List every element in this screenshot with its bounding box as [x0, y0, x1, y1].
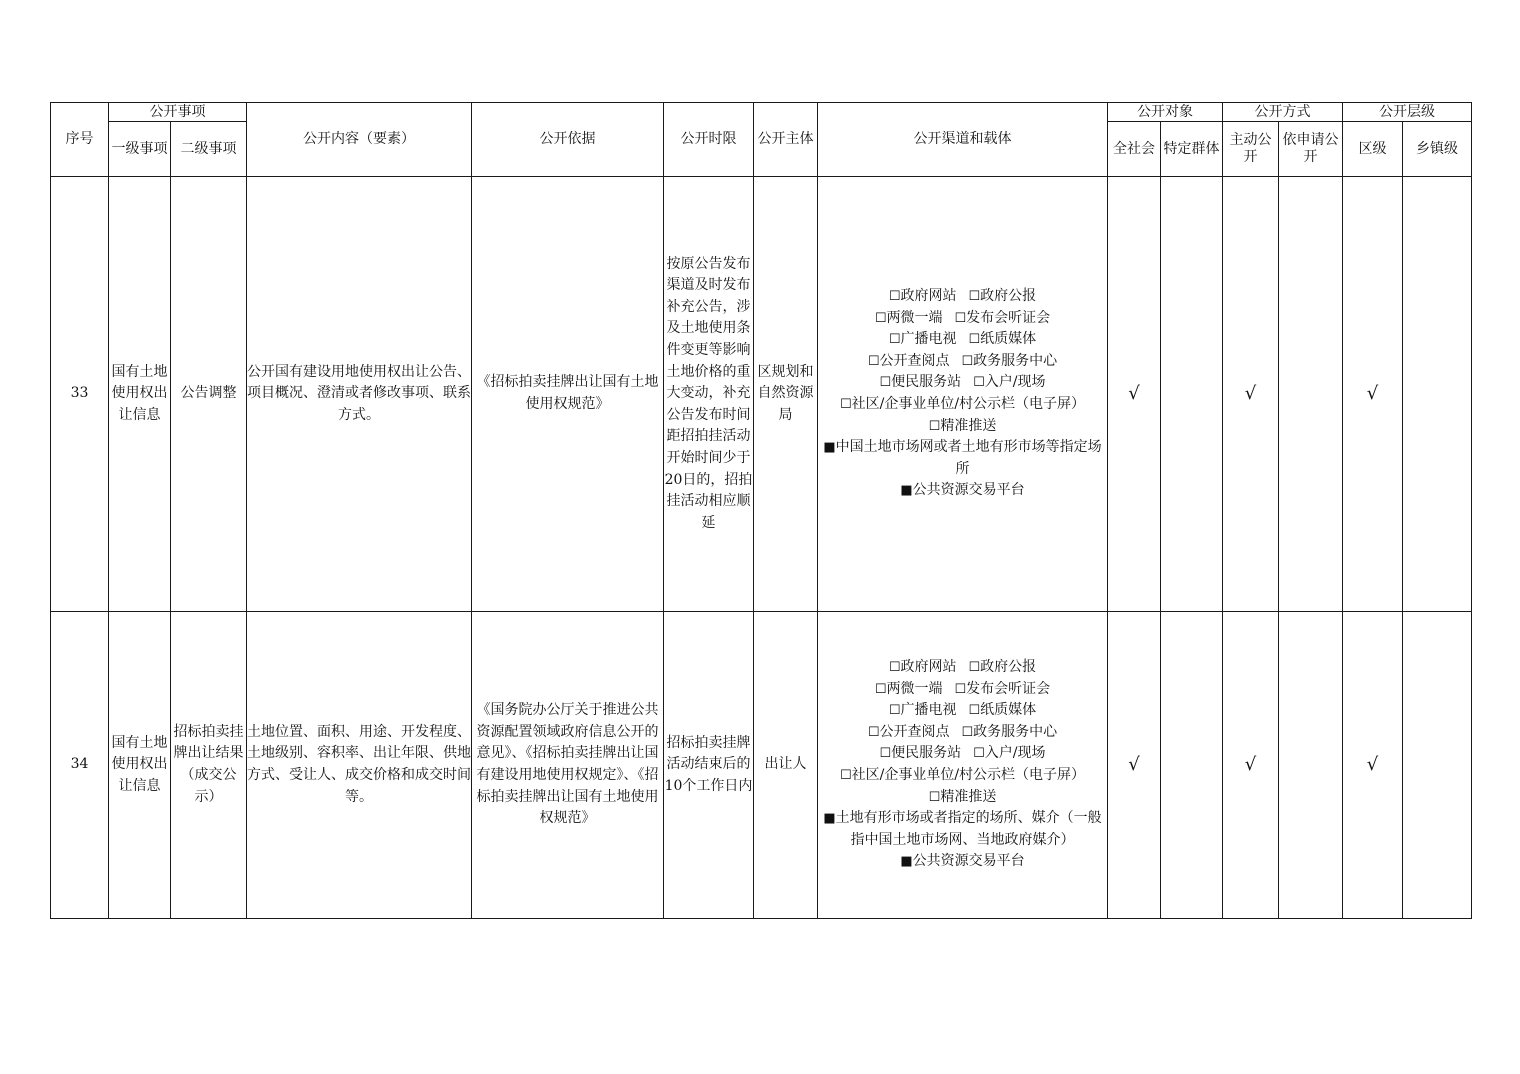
checkbox-empty-icon: ☐: [867, 724, 880, 740]
header-level-district: 区级: [1343, 122, 1403, 177]
channel-line: [818, 480, 1107, 502]
header-subject: 公开主体: [754, 103, 818, 177]
channel-line: [818, 657, 1107, 679]
channel-service-center: 政务服务中心: [973, 723, 1058, 740]
row-level2: 招标拍卖挂牌出让结果（成交公示）: [171, 612, 247, 919]
row-level2: 公告调整: [171, 177, 247, 612]
channel-tv: 广播电视: [900, 331, 957, 348]
channel-convenience: 便民服务站: [891, 374, 962, 391]
table-row: [51, 612, 1472, 919]
header-group-object: 公开对象: [1108, 103, 1223, 122]
channel-market: 中国土地市场网或者土地有形市场等指定场所: [835, 439, 1102, 477]
checkbox-empty-icon: ☐: [968, 660, 981, 676]
channel-hearing: 发布会听证会: [966, 680, 1051, 697]
channel-reading: 公开查阅点: [879, 352, 950, 369]
channel-board: 社区/企事业单位/村公示栏（电子屏）: [851, 396, 1086, 412]
row-method-apply: [1279, 177, 1343, 612]
header-level2: 二级事项: [171, 122, 247, 177]
row-content: 公开国有建设用地使用权出让公告、项目概况、澄清或者修改事项、联系方式。: [247, 177, 472, 612]
header-object-all: 全社会: [1108, 122, 1161, 177]
row-basis: 《招标拍卖挂牌出让国有土地使用权规范》: [472, 177, 664, 612]
checkbox-empty-icon: ☐: [928, 789, 941, 805]
channel-line: [818, 679, 1107, 701]
channel-line: [818, 743, 1107, 765]
disclosure-table: [50, 102, 1472, 919]
row-subject: 出让人: [754, 612, 818, 919]
channel-platform: 公共资源交易平台: [912, 853, 1025, 870]
row-method-apply: [1279, 612, 1343, 919]
channel-line: [818, 286, 1107, 308]
row-time-limit: 按原公告发布渠道及时发布补充公告，涉及土地使用条件变更等影响土地价格的重大变动，补充公告发布时间距招拍挂活动开始时间少于20日的，招拍挂活动相应顺延: [664, 177, 754, 612]
row-object-specific: [1161, 612, 1223, 919]
row-seq: 33: [51, 177, 109, 612]
row-time-limit: 招标拍卖挂牌活动结束后的10个工作日内: [664, 612, 754, 919]
checkbox-empty-icon: ☐: [839, 397, 852, 412]
row-channels: [818, 177, 1108, 612]
row-basis: 《国务院办公厅关于推进公共资源配置领域政府信息公开的意见》、《招标拍卖挂牌出让国有建设用地使用权规定》、《招标拍卖挂牌出让国有土地使用权规范》: [472, 612, 664, 919]
row-level-district: √: [1343, 177, 1403, 612]
channel-website: 政府网站: [900, 288, 957, 305]
checkbox-empty-icon: ☐: [973, 375, 985, 391]
row-subject: 区规划和自然资源局: [754, 177, 818, 612]
checkbox-empty-icon: ☐: [961, 353, 974, 369]
header-method-active: 主动公开: [1223, 122, 1279, 177]
channel-tv: 广播电视: [900, 702, 957, 719]
checkbox-filled-icon: ■: [823, 811, 836, 827]
channel-weibo: 两微一端: [886, 680, 943, 697]
channel-service-center: 政务服务中心: [973, 352, 1058, 369]
header-group-level: 公开层级: [1343, 103, 1472, 122]
channel-paper: 纸质媒体: [980, 331, 1037, 348]
channel-line: [818, 851, 1107, 873]
row-level-district: √: [1343, 612, 1403, 919]
channel-door: 入户/现场: [984, 745, 1046, 762]
row-level-town: [1403, 612, 1472, 919]
header-group-method: 公开方式: [1223, 103, 1343, 122]
channel-line: [818, 372, 1107, 394]
header-group-items: 公开事项: [109, 103, 247, 122]
channel-line: [818, 722, 1107, 744]
row-channels: [818, 612, 1108, 919]
channel-hearing: 发布会听证会: [966, 309, 1051, 326]
checkbox-empty-icon: ☐: [874, 681, 887, 697]
row-method-active: √: [1223, 177, 1279, 612]
row-content: 土地位置、面积、用途、开发程度、土地级别、容积率、出让年限、供地方式、受让人、成交价格和成交时间等。: [247, 612, 472, 919]
channel-line: [818, 787, 1107, 809]
channel-convenience: 便民服务站: [891, 745, 962, 762]
checkbox-empty-icon: ☐: [888, 660, 901, 676]
header-level1: 一级事项: [109, 122, 171, 177]
checkbox-empty-icon: ☐: [874, 310, 887, 326]
channel-precise: 精准推送: [940, 417, 997, 434]
row-method-active: √: [1223, 612, 1279, 919]
channel-line: [818, 437, 1107, 480]
channel-market: 土地有形市场或者指定的场所、媒介（一般指中国土地市场网、当地政府媒介）: [835, 810, 1102, 848]
checkbox-empty-icon: ☐: [961, 724, 974, 740]
row-object-specific: [1161, 177, 1223, 612]
header-object-specific: 特定群体: [1161, 122, 1223, 177]
channel-gazette: 政府公报: [980, 288, 1037, 305]
row-object-all: √: [1108, 177, 1161, 612]
checkbox-empty-icon: ☐: [879, 746, 892, 762]
row-seq: 34: [51, 612, 109, 919]
channel-line: [818, 394, 1107, 416]
checkbox-empty-icon: ☐: [968, 289, 981, 305]
channel-door: 入户/现场: [984, 374, 1046, 391]
checkbox-empty-icon: ☐: [973, 746, 985, 762]
header-seq: 序号: [51, 103, 109, 177]
checkbox-empty-icon: ☐: [954, 310, 967, 326]
header-level-town: 乡镇级: [1403, 122, 1472, 177]
checkbox-filled-icon: ■: [823, 440, 836, 456]
checkbox-empty-icon: ☐: [867, 353, 880, 369]
channel-board: 社区/企事业单位/村公示栏（电子屏）: [851, 767, 1086, 783]
channel-reading: 公开查阅点: [879, 723, 950, 740]
checkbox-empty-icon: ☐: [888, 332, 901, 348]
checkbox-empty-icon: ☐: [954, 681, 967, 697]
channel-platform: 公共资源交易平台: [912, 482, 1025, 499]
header-method-apply: 依申请公开: [1279, 122, 1343, 177]
channel-paper: 纸质媒体: [980, 702, 1037, 719]
channel-precise: 精准推送: [940, 788, 997, 805]
checkbox-filled-icon: ■: [900, 483, 913, 499]
checkbox-empty-icon: ☐: [968, 332, 981, 348]
checkbox-filled-icon: ■: [900, 854, 913, 870]
table-row: [51, 177, 1472, 612]
channel-line: [818, 700, 1107, 722]
header-channels: 公开渠道和载体: [818, 103, 1108, 177]
header-basis: 公开依据: [472, 103, 664, 177]
row-level-town: [1403, 177, 1472, 612]
channel-line: [818, 808, 1107, 851]
checkbox-empty-icon: ☐: [888, 703, 901, 719]
channel-gazette: 政府公报: [980, 659, 1037, 676]
checkbox-empty-icon: ☐: [888, 289, 901, 305]
channel-weibo: 两微一端: [886, 309, 943, 326]
header-time-limit: 公开时限: [664, 103, 754, 177]
checkbox-empty-icon: ☐: [879, 375, 892, 391]
row-level1: 国有土地使用权出让信息: [109, 177, 171, 612]
row-level1: 国有土地使用权出让信息: [109, 612, 171, 919]
checkbox-empty-icon: ☐: [839, 768, 852, 783]
channel-line: [818, 308, 1107, 330]
channel-website: 政府网站: [900, 659, 957, 676]
row-object-all: √: [1108, 612, 1161, 919]
channel-line: [818, 416, 1107, 438]
channel-line: [818, 765, 1107, 787]
header-content: 公开内容（要素）: [247, 103, 472, 177]
checkbox-empty-icon: ☐: [968, 703, 981, 719]
channel-line: [818, 351, 1107, 373]
checkbox-empty-icon: ☐: [928, 418, 941, 434]
channel-line: [818, 329, 1107, 351]
